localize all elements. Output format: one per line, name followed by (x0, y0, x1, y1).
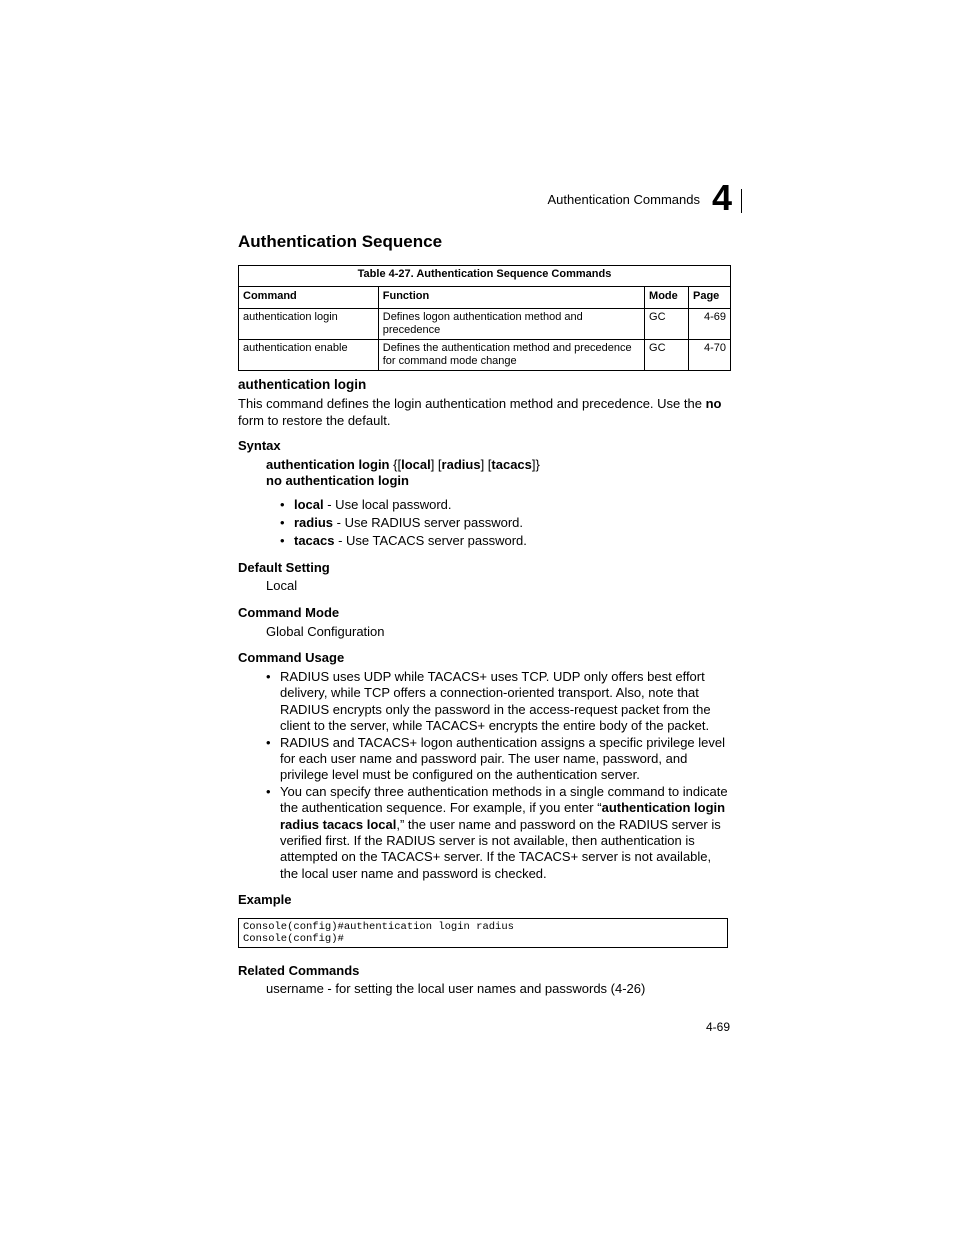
bullet-icon: • (280, 515, 285, 530)
code-example (238, 918, 728, 948)
section-title: Authentication Sequence (238, 232, 443, 251)
syntax-line-1: authentication login {[local] [radius] [tacacs]} (266, 457, 540, 472)
bullet-icon: • (280, 533, 285, 548)
default-setting-heading: Default Setting (238, 560, 330, 575)
table-header-row (239, 287, 731, 309)
example-heading: Example (238, 892, 292, 907)
list-item: • radius - Use RADIUS server password. (280, 515, 524, 530)
list-item: • RADIUS and TACACS+ logon authentication assigns a specific privilege level for each user name and password pair. The user name, password, and privilege level must be configured on the authentication server. (266, 734, 726, 783)
table-row (239, 309, 731, 340)
page-number: 4-69 (705, 1020, 730, 1034)
syntax-options-list (266, 497, 527, 551)
code-line: Console(config)# (243, 933, 344, 945)
bullet-icon: • (266, 669, 271, 684)
table-cell: GC (645, 309, 689, 340)
command-mode-heading: Command Mode (238, 605, 340, 620)
command-mode-value: Global Configuration (266, 624, 385, 639)
chapter-number: 4 (712, 177, 733, 218)
table-cell: authentication login (239, 309, 379, 340)
bullet-icon: • (280, 497, 285, 512)
bullet-icon: • (266, 783, 271, 799)
running-header-title: Authentication Commands (547, 192, 700, 207)
command-table (238, 265, 731, 371)
command-description: This command defines the login authentication method and precedence. Use the no form to restore the default. (238, 396, 722, 428)
list-item: • tacacs - Use TACACS server password. (280, 533, 527, 548)
syntax-line-2: no authentication login (266, 473, 409, 488)
bullet-icon: • (266, 734, 271, 750)
code-line: Console(config)#authentication login radius (243, 921, 514, 933)
syntax-heading: Syntax (238, 438, 281, 453)
command-usage-list (266, 669, 730, 882)
table-cell: authentication enable (239, 340, 379, 371)
command-title: authentication login (238, 377, 367, 392)
table-row (239, 340, 731, 371)
column-header: Mode (645, 287, 689, 309)
column-header: Page (689, 287, 731, 309)
table-cell: GC (645, 340, 689, 371)
table-cell: 4-70 (689, 340, 731, 371)
table-cell: Defines logon authentication method and precedence (378, 309, 644, 340)
table-caption: Table 4-27. Authentication Sequence Commands (239, 266, 731, 287)
list-item: • RADIUS uses UDP while TACACS+ uses TCP. UDP only offers best effort delivery, while TCP offers a connection-oriented transport. Also, note that RADIUS encrypts only the password in the access-request packet from the client to the server, while TACACS+ encrypts the entire body of the packet. (266, 669, 711, 734)
column-header: Command (239, 287, 379, 309)
default-setting-value: Local (266, 578, 298, 593)
chapter-divider (741, 189, 742, 213)
table-cell: 4-69 (689, 309, 731, 340)
column-header: Function (378, 287, 644, 309)
command-usage-heading: Command Usage (238, 650, 345, 665)
related-commands-text: username - for setting the local user names and passwords (4-26) (266, 981, 646, 996)
list-item: • You can specify three authentication methods in a single command to indicate the authentication sequence. For example, if you enter “authentication login radius tacacs local,” the user name and password on the RADIUS server is verified first. If the RADIUS server is not available, then authentication is attempted on the TACACS+ server. If the TACACS+ server is not available, the local user name and password is checked. (266, 783, 728, 881)
table-cell: Defines the authentication method and precedence for command mode change (378, 340, 644, 371)
related-commands-heading: Related Commands (238, 963, 360, 978)
list-item: • local - Use local password. (280, 497, 452, 512)
